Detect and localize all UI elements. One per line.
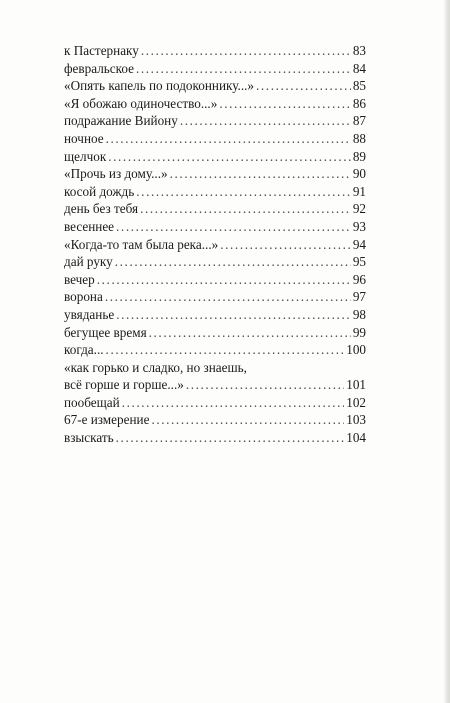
toc-entry[interactable] <box>64 376 366 394</box>
toc-entry[interactable] <box>64 236 366 254</box>
toc-entry[interactable] <box>64 148 366 166</box>
toc-entry-title: день без тебя <box>64 201 139 217</box>
toc-entry[interactable] <box>64 165 366 183</box>
toc-dot-leader <box>151 411 344 429</box>
toc-entry-title: «Прочь из дому...» <box>64 166 168 182</box>
toc-entry-title: весеннее <box>64 218 115 234</box>
toc-entry[interactable] <box>64 130 366 148</box>
toc-entry-title: вечер <box>64 271 95 287</box>
toc-dot-leader <box>180 112 351 130</box>
toc-entry-title: бегущее время <box>64 324 147 340</box>
table-of-contents <box>64 42 366 447</box>
toc-entry[interactable] <box>64 60 366 78</box>
toc-entry-page: 94 <box>352 236 366 252</box>
toc-entry-page: 83 <box>352 43 366 58</box>
toc-entry[interactable] <box>64 306 366 324</box>
toc-entry[interactable] <box>64 42 366 60</box>
toc-entry-title: косой дождь <box>64 183 135 199</box>
toc-entry-title: 67-е измерение <box>64 412 150 428</box>
toc-entry-page: 104 <box>346 430 366 446</box>
toc-entry-title: подражание Вийону <box>64 113 178 129</box>
toc-entry[interactable] <box>64 341 366 359</box>
page-edge-shadow <box>443 0 450 703</box>
toc-dot-leader <box>116 429 345 447</box>
toc-entry[interactable] <box>64 183 366 201</box>
toc-entry-title: увяданье <box>64 306 115 322</box>
toc-dot-leader <box>115 253 351 271</box>
toc-entry-page: 96 <box>352 271 366 287</box>
toc-entry-title: «как горько и сладко, но знаешь, <box>64 359 247 375</box>
toc-dot-leader <box>141 42 351 60</box>
toc-entry[interactable] <box>64 112 366 130</box>
toc-entry-page: 95 <box>352 254 366 270</box>
toc-entry-page: 88 <box>352 130 366 146</box>
toc-entry[interactable] <box>64 253 366 271</box>
toc-entry-title: ворона <box>64 289 103 305</box>
toc-entry-title: к Пастернаку <box>64 43 139 58</box>
toc-dot-leader <box>136 183 351 201</box>
toc-dot-leader <box>97 271 351 289</box>
toc-entry-title: «Опять капель по подоконнику...» <box>64 78 255 94</box>
toc-entry-page: 85 <box>352 78 366 94</box>
toc-entry-page: 86 <box>352 95 366 111</box>
toc-entry-title: щелчок <box>64 148 107 164</box>
toc-entry-page: 101 <box>346 377 366 393</box>
toc-dot-leader <box>106 130 351 148</box>
toc-entry-title: всё горше и горше...» <box>64 377 184 393</box>
toc-entry-page: 84 <box>352 60 366 76</box>
toc-dot-leader <box>116 306 351 324</box>
toc-dot-leader <box>256 77 351 95</box>
toc-dot-leader <box>140 200 351 218</box>
toc-dot-leader <box>219 95 351 113</box>
toc-entry-page: 102 <box>346 394 366 410</box>
toc-entry[interactable] <box>64 95 366 113</box>
toc-entry-page: 89 <box>352 148 366 164</box>
toc-entry-page: 98 <box>352 306 366 322</box>
toc-dot-leader <box>186 376 344 394</box>
toc-entry[interactable] <box>64 411 366 429</box>
toc-entry-title: «Я обожаю одиночество...» <box>64 95 218 111</box>
toc-entry[interactable] <box>64 394 366 412</box>
toc-entry[interactable] <box>64 324 366 342</box>
toc-entry-title: дай руку <box>64 254 113 270</box>
toc-dot-leader <box>106 341 345 359</box>
toc-entry-page: 91 <box>352 183 366 199</box>
toc-entry[interactable] <box>64 288 366 306</box>
toc-entry[interactable] <box>64 271 366 289</box>
toc-dot-leader <box>122 394 345 412</box>
toc-dot-leader <box>170 165 351 183</box>
toc-entry-title: взыскать <box>64 430 114 446</box>
toc-dot-leader <box>220 236 351 254</box>
toc-entry-page: 93 <box>352 218 366 234</box>
toc-entry-title: ночное <box>64 130 104 146</box>
toc-entry-title: когда... <box>64 342 104 358</box>
toc-entry-page: 99 <box>352 324 366 340</box>
toc-dot-leader <box>136 60 351 78</box>
toc-entry-title: «Когда-то там была река...» <box>64 236 219 252</box>
toc-dot-leader <box>149 324 351 342</box>
toc-entry-title: февральское <box>64 60 134 76</box>
toc-entry[interactable] <box>64 218 366 236</box>
toc-entry[interactable] <box>64 77 366 95</box>
toc-dot-leader <box>105 288 351 306</box>
toc-entry-page: 97 <box>352 289 366 305</box>
toc-entry-page: 103 <box>346 412 366 428</box>
toc-dot-leader <box>108 148 351 166</box>
toc-entry-title: пообещай <box>64 394 120 410</box>
toc-entry-page: 100 <box>346 342 366 358</box>
toc-entry-page: 90 <box>352 166 366 182</box>
toc-entry-page: 92 <box>352 201 366 217</box>
toc-entry[interactable] <box>64 200 366 218</box>
toc-entry[interactable] <box>64 359 366 377</box>
toc-entry[interactable] <box>64 429 366 447</box>
toc-dot-leader <box>116 218 351 236</box>
toc-entry-page: 87 <box>352 113 366 129</box>
